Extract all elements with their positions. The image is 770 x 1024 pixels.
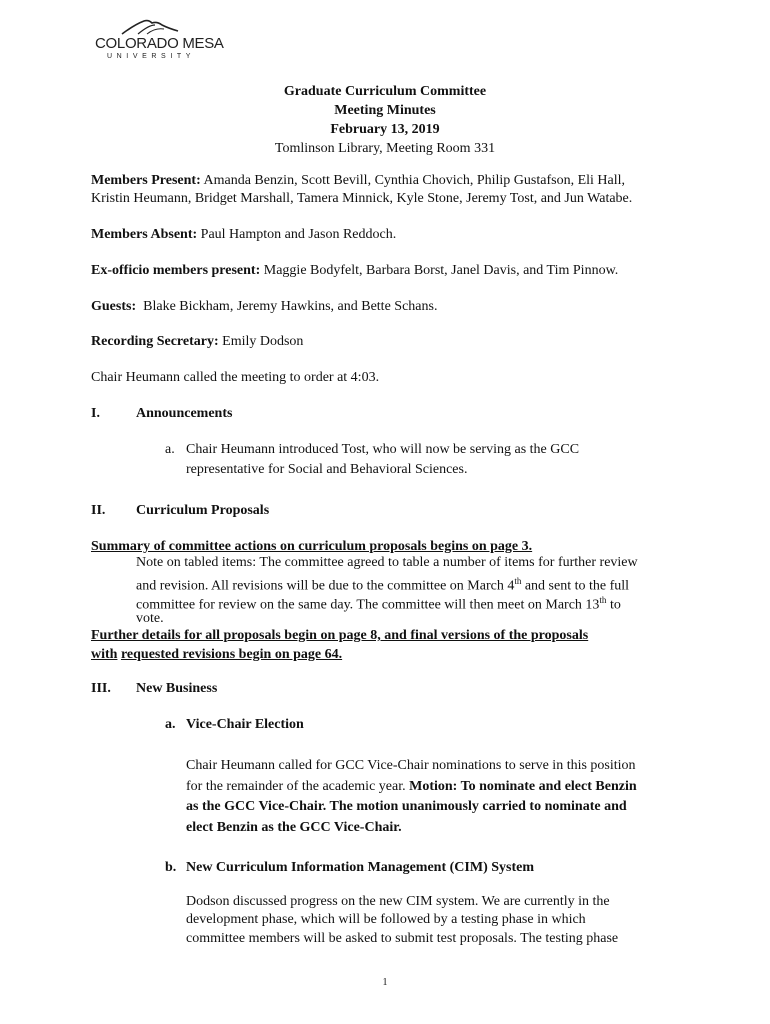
vice-chair-election-title: Vice-Chair Election (186, 717, 304, 732)
call-to-order: Chair Heumann called the meeting to order at 4:03. (91, 370, 380, 385)
recording-secretary-name: Emily Dodson (218, 334, 304, 349)
ordinal-suffix: th (514, 576, 522, 586)
further-details-line1: Further details for all proposals begin on page 8, and final versions of the proposals (91, 628, 589, 643)
section-2-numeral: II. (91, 503, 106, 518)
tabled-note-line3-rest: to (606, 597, 621, 613)
doc-type-title: Meeting Minutes (334, 103, 436, 118)
vice-chair-line3: as the GCC Vice-Chair. The motion unanimously carried to nominate and (186, 799, 627, 814)
section-1-item-a-line2: representative for Social and Behavioral Sciences. (186, 462, 468, 477)
cim-line1: Dodson discussed progress on the new CIM system. We are currently in the (186, 894, 610, 909)
members-present-names-1: Amanda Benzin, Scott Bevill, Cynthia Chovich, Philip Gustafson, Eli Hall, (200, 173, 626, 188)
meeting-date: February 13, 2019 (330, 122, 440, 137)
motion-text: Motion: To nominate and elect Benzin (409, 779, 637, 794)
section-2-title: Curriculum Proposals (136, 503, 270, 518)
document-header (0, 82, 770, 158)
vice-chair-line2-text: for the remainder of the academic year. (186, 779, 410, 794)
section-1-numeral: I. (91, 406, 100, 421)
section-3-numeral: III. (91, 681, 111, 696)
recording-secretary-label: Recording Secretary: (91, 334, 219, 349)
tabled-note-line3 (136, 591, 621, 615)
cim-line2: development phase, which will be followed by a testing phase in which (186, 912, 586, 927)
further-details-with: with (91, 647, 118, 662)
further-details-rest: requested revisions begin on page 64. (120, 647, 343, 662)
cim-line3: committee members will be asked to submit test proposals. The testing phase (186, 931, 619, 946)
ex-officio-names: Maggie Bodyfelt, Barbara Borst, Janel Davis, and Tim Pinnow. (260, 263, 619, 278)
vice-chair-line4: elect Benzin as the GCC Vice-Chair. (186, 820, 402, 835)
members-present-line1 (91, 171, 625, 190)
cim-system-title: New Curriculum Information Management (CIM) System (186, 860, 535, 875)
university-logo (92, 18, 232, 64)
members-absent (91, 225, 396, 244)
section-1-item-a-marker: a. (165, 442, 175, 457)
summary-page-reference: Summary of committee actions on curriculum proposals begins on page 3. (91, 539, 533, 554)
section-3-item-a-marker: a. (165, 717, 176, 732)
meeting-location: Tomlinson Library, Meeting Room 331 (274, 141, 496, 156)
page-number: 1 (382, 977, 388, 988)
guests-names: Blake Bickham, Jeremy Hawkins, and Bette Schans. (136, 299, 438, 314)
ex-officio-label: Ex-officio members present: (91, 263, 261, 278)
tabled-note-line2-text: and revision. All revisions will be due to the committee on March 4 (136, 578, 515, 594)
section-1-item-a-line1: Chair Heumann introduced Tost, who will now be serving as the GCC (186, 442, 580, 457)
ex-officio-members (91, 261, 618, 280)
section-3-title: New Business (136, 681, 218, 696)
vice-chair-line1: Chair Heumann called for GCC Vice-Chair nominations to serve in this position (186, 758, 636, 773)
tabled-note-line4: vote. (136, 611, 164, 626)
section-1-title: Announcements (136, 406, 233, 421)
tabled-note-line1: Note on tabled items: The committee agreed to table a number of items for further review (136, 555, 638, 570)
tabled-note-line2-rest: and sent to the full (521, 578, 630, 594)
committee-title: Graduate Curriculum Committee (283, 84, 487, 99)
members-present-label: Members Present: (91, 173, 201, 188)
guests (91, 297, 437, 316)
guests-label: Guests: (91, 299, 137, 314)
members-absent-label: Members Absent: (91, 227, 198, 242)
ordinal-suffix: th (599, 595, 607, 605)
recording-secretary (91, 332, 303, 351)
members-present-line2: Kristin Heumann, Bridget Marshall, Tamera Minnick, Kyle Stone, Jeremy Tost, and Jun Watabe. (91, 191, 633, 206)
further-details-line2 (91, 645, 342, 664)
members-absent-names: Paul Hampton and Jason Reddoch. (197, 227, 397, 242)
tabled-note-line3-text: committee for review on the same day. The committee will then meet on March 13 (136, 597, 600, 613)
vice-chair-line2 (186, 777, 637, 796)
logo-name: COLORADO MESA (95, 35, 224, 52)
section-3-item-b-marker: b. (165, 860, 177, 875)
logo-subtitle: UNIVERSITY (107, 53, 196, 60)
